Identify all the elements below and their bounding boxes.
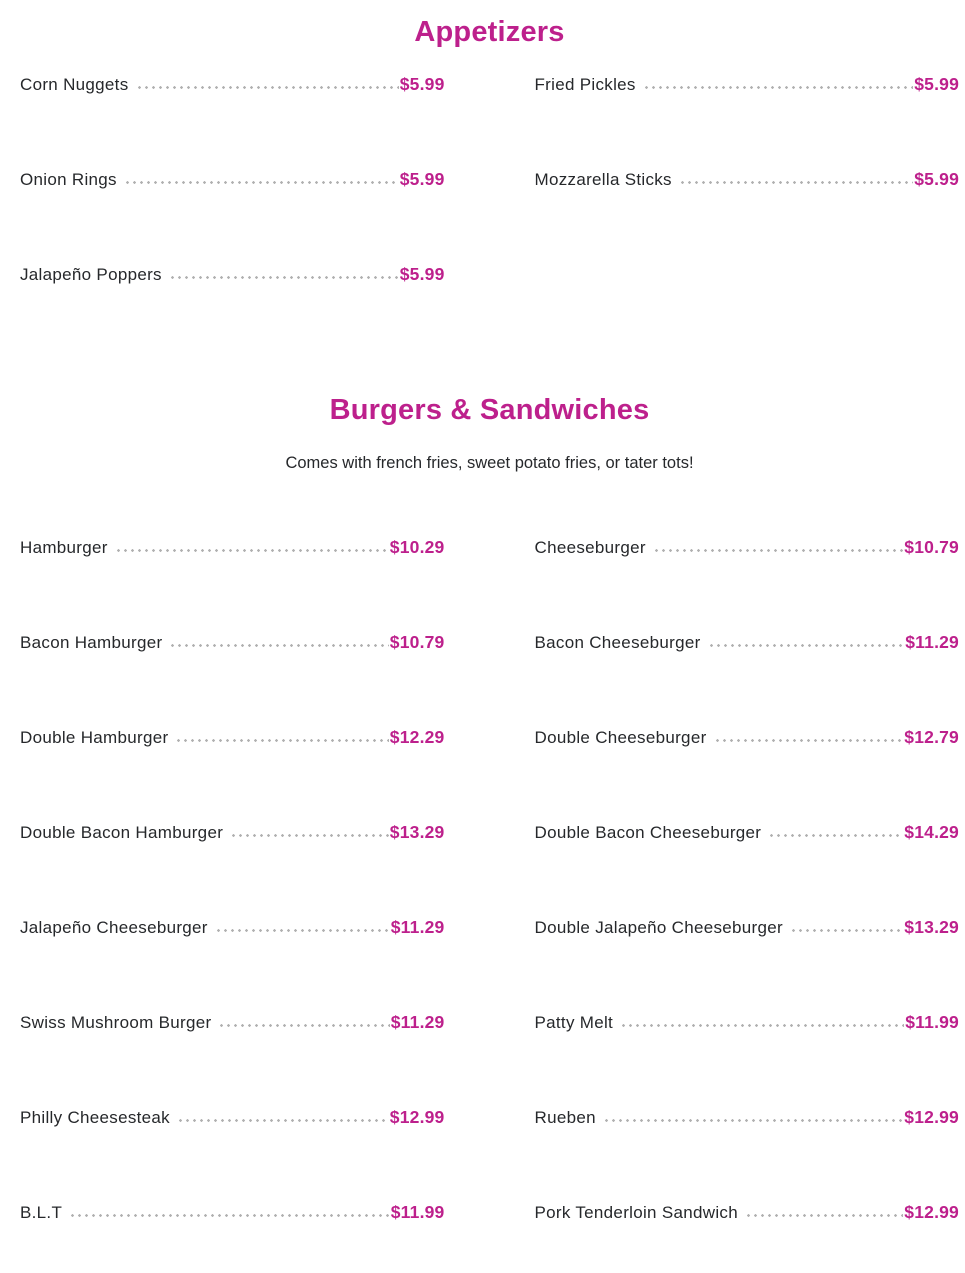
menu-item-price: $5.99 — [399, 264, 445, 284]
menu-item-price: $11.99 — [390, 1202, 445, 1222]
dot-leader — [218, 1023, 389, 1028]
menu-item-name: Jalapeño Cheeseburger — [20, 918, 208, 937]
menu-item-price: $12.99 — [904, 1107, 959, 1127]
section-subtitle: Comes with french fries, sweet potato fries, or tater tots! — [285, 454, 694, 472]
menu-item — [535, 1200, 960, 1225]
menu-item-name: Cheeseburger — [534, 538, 646, 557]
dot-leader — [69, 1213, 390, 1218]
menu-item-price: $5.99 — [914, 169, 959, 189]
menu-item-name: Onion Rings — [20, 170, 117, 189]
menu-section — [20, 392, 959, 1225]
menu-item-name: Bacon Cheeseburger — [534, 633, 701, 652]
dot-leader — [169, 643, 388, 648]
menu-item-price: $13.29 — [389, 822, 445, 842]
menu-item — [535, 820, 960, 845]
menu-section — [20, 14, 959, 287]
dot-leader — [124, 180, 399, 185]
dot-leader — [643, 85, 914, 90]
menu-item — [20, 820, 445, 845]
menu-item — [535, 72, 960, 97]
menu-item-price: $10.79 — [904, 537, 959, 557]
menu-item-price: $12.79 — [904, 727, 959, 747]
menu-item-price: $5.99 — [399, 74, 445, 94]
dot-leader — [745, 1213, 903, 1218]
dot-leader — [653, 548, 903, 553]
dot-leader — [177, 1118, 389, 1123]
menu-item-price: $11.29 — [905, 632, 959, 652]
menu-item — [20, 167, 445, 192]
menu-item — [20, 72, 445, 97]
menu-item — [20, 915, 445, 940]
menu-item-price: $12.99 — [389, 1107, 445, 1127]
menu-item-price: $10.29 — [389, 537, 445, 557]
menu-item-name: Double Bacon Cheeseburger — [534, 823, 762, 842]
section-title: Burgers & Sandwiches — [329, 394, 650, 426]
menu-item — [20, 262, 445, 287]
menu-item — [20, 535, 445, 560]
menu-item-price: $14.29 — [904, 822, 959, 842]
menu-item — [535, 1010, 960, 1035]
dot-leader — [169, 275, 399, 280]
dot-leader — [175, 738, 388, 743]
items-grid — [20, 535, 959, 1225]
menu-item-name: Mozzarella Sticks — [534, 170, 672, 189]
menu-item-name: Double Bacon Hamburger — [20, 823, 224, 842]
menu-item-name: Hamburger — [20, 538, 108, 557]
menu-item-price: $11.29 — [390, 917, 445, 937]
menu-item — [535, 535, 960, 560]
menu-item-name: Patty Melt — [534, 1013, 614, 1032]
dot-leader — [714, 738, 904, 743]
menu-item — [20, 725, 445, 750]
section-title: Appetizers — [414, 16, 565, 48]
menu-item — [535, 1105, 960, 1130]
menu-item-name: Double Jalapeño Cheeseburger — [534, 918, 783, 937]
items-grid — [20, 72, 959, 287]
menu-item-price: $5.99 — [914, 74, 959, 94]
menu-item-name: Jalapeño Poppers — [20, 265, 162, 284]
menu-item-name: Double Hamburger — [20, 728, 169, 747]
dot-leader — [768, 833, 903, 838]
menu-item-name: Double Cheeseburger — [534, 728, 707, 747]
menu-item-name: Philly Cheesesteak — [20, 1108, 170, 1127]
dot-leader — [708, 643, 905, 648]
menu-item-price: $10.79 — [389, 632, 445, 652]
menu-item-name: Bacon Hamburger — [20, 633, 163, 652]
dot-leader — [136, 85, 399, 90]
menu-item-name: Swiss Mushroom Burger — [20, 1013, 212, 1032]
menu-item-name: B.L.T — [20, 1203, 63, 1222]
dot-leader — [790, 928, 903, 933]
menu-item-price: $11.99 — [905, 1012, 959, 1032]
menu-item-price: $11.29 — [390, 1012, 445, 1032]
menu-item-name: Pork Tenderloin Sandwich — [534, 1203, 738, 1222]
menu-item-name: Rueben — [534, 1108, 596, 1127]
dot-leader — [603, 1118, 903, 1123]
menu-item-name: Fried Pickles — [534, 75, 636, 94]
menu-item — [20, 1010, 445, 1035]
menu-item-price: $12.99 — [904, 1202, 959, 1222]
menu-item-price: $5.99 — [399, 169, 445, 189]
dot-leader — [230, 833, 389, 838]
menu-item — [535, 630, 960, 655]
menu-item-name: Corn Nuggets — [20, 75, 129, 94]
dot-leader — [620, 1023, 904, 1028]
menu-item — [20, 1105, 445, 1130]
menu-item-price: $12.29 — [389, 727, 445, 747]
menu-item — [535, 725, 960, 750]
dot-leader — [115, 548, 389, 553]
menu-item — [20, 630, 445, 655]
menu-item — [535, 915, 960, 940]
dot-leader — [215, 928, 390, 933]
menu-item-price: $13.29 — [904, 917, 959, 937]
menu-item — [20, 1200, 445, 1225]
menu-item — [535, 167, 960, 192]
dot-leader — [679, 180, 913, 185]
